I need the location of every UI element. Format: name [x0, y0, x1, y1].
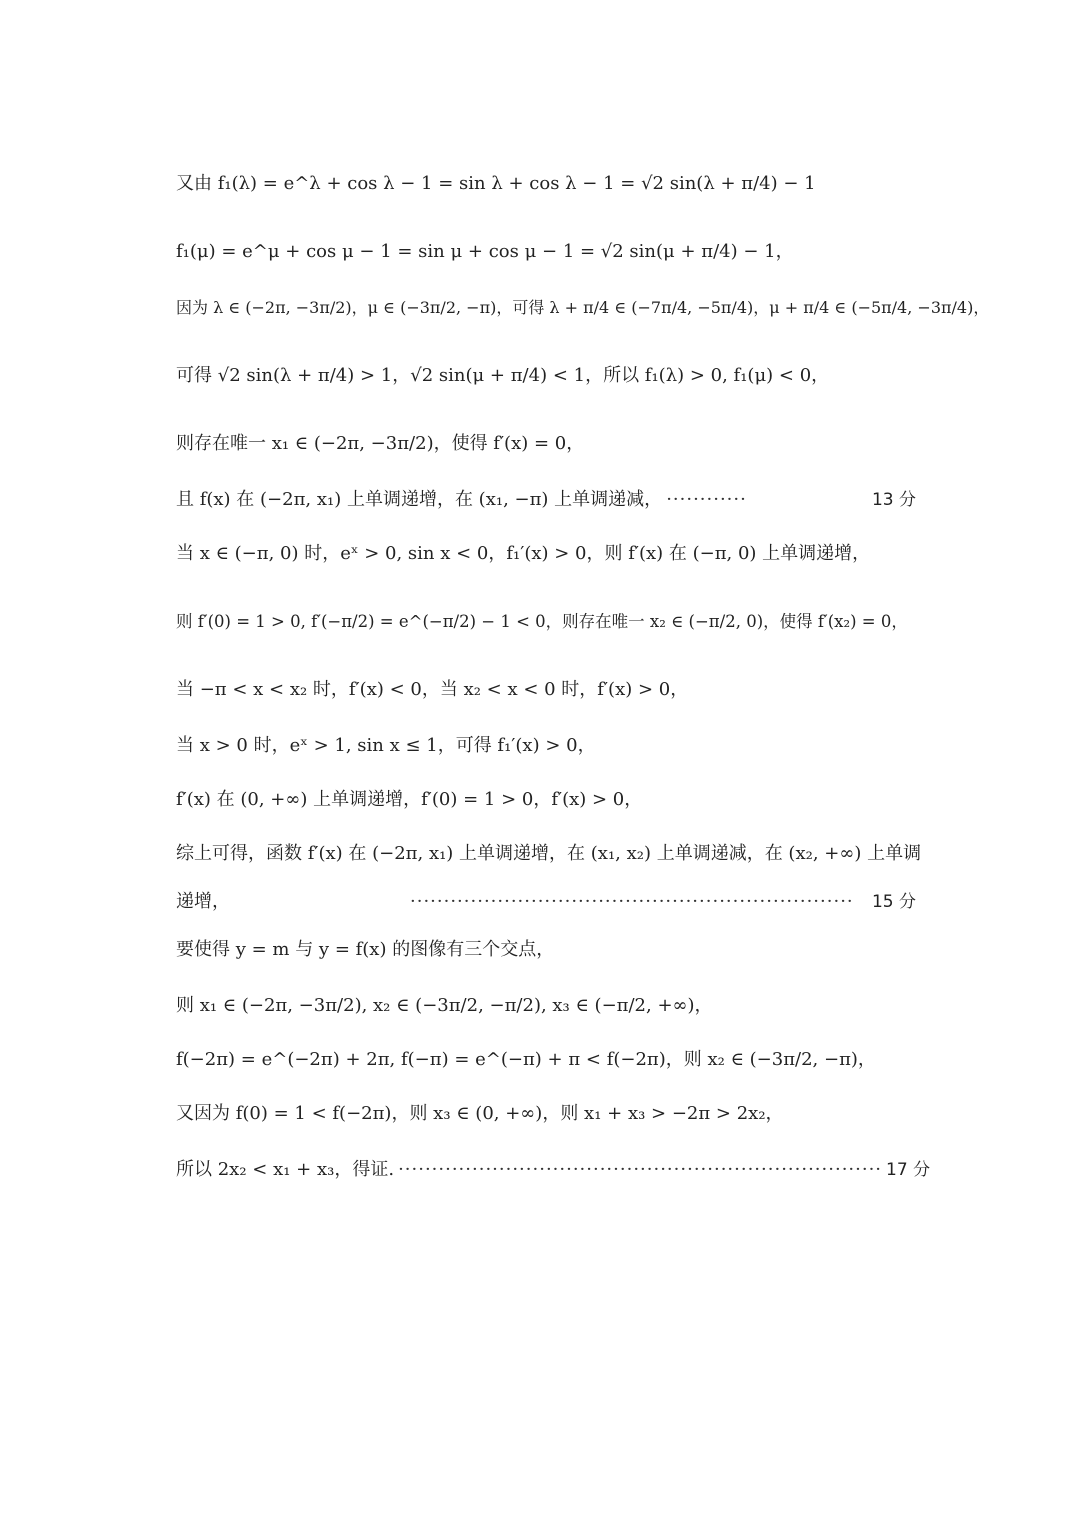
line-text: 递增， — [176, 891, 230, 912]
line-text: 又因为 f(0) = 1 < f(−2π)，则 x₃ ∈ (0, +∞)，则 x₁ + x₃ > −2π > 2x₂， — [176, 1103, 784, 1124]
leader-dots: ········································································ — [398, 1159, 883, 1180]
line-text: 则 f′(0) = 1 > 0, f′(−π/2) = e^(−π/2) − 1 < 0，则存在唯一 x₂ ∈ (−π/2, 0)，使得 f′(x₂) = 0， — [176, 612, 908, 631]
line-text: 当 x > 0 时，eˣ > 1, sin x ≤ 1，可得 f₁′(x) > 0， — [176, 735, 596, 756]
leader-dots: ············ — [666, 489, 747, 510]
line-16 — [176, 1048, 916, 1072]
line-7 — [176, 542, 916, 566]
line-4 — [176, 364, 916, 388]
line-text: 且 f(x) 在 (−2π, x₁) 上单调递增，在 (x₁, −π) 上单调递减， — [176, 489, 663, 510]
line-10 — [176, 734, 916, 758]
line-text: f′(x) 在 (0, +∞) 上单调递增，f′(0) = 1 > 0，f′(x) > 0， — [176, 789, 643, 810]
line-6 — [176, 488, 916, 512]
line-text: 所以 2x₂ < x₁ + x₃，得证. — [176, 1159, 395, 1180]
line-text: 当 −π < x < x₂ 时，f′(x) < 0，当 x₂ < x < 0 时，f′(x) > 0， — [176, 679, 689, 700]
line-12 — [176, 842, 922, 866]
line-17 — [176, 1102, 916, 1126]
line-text: 综上可得，函数 f′(x) 在 (−2π, x₁) 上单调递增，在 (x₁, x₂) 上单调递减，在 (x₂, +∞) 上单调 — [176, 843, 922, 864]
line-11 — [176, 788, 916, 812]
line-3 — [176, 296, 990, 320]
leader-dots: ·································································· — [410, 891, 854, 912]
score-mark: 15 分 — [871, 892, 916, 912]
line-2 — [176, 240, 916, 264]
score-mark: 17 分 — [886, 1160, 931, 1180]
line-14 — [176, 938, 916, 962]
line-text: f₁(μ) = e^μ + cos μ − 1 = sin μ + cos μ − 1 = √2 sin(μ + π/4) − 1， — [176, 241, 794, 262]
line-text: 因为 λ ∈ (−2π, −3π/2)，μ ∈ (−3π/2, −π)，可得 λ + π/4 ∈ (−7π/4, −5π/4)，μ + π/4 ∈ (−5π/4, −3π/4)， — [176, 298, 990, 317]
line-text: 又由 f₁(λ) = e^λ + cos λ − 1 = sin λ + cos λ − 1 = √2 sin(λ + π/4) − 1 — [176, 173, 816, 194]
line-text: 可得 √2 sin(λ + π/4) > 1，√2 sin(μ + π/4) < 1，所以 f₁(λ) > 0, f₁(μ) < 0， — [176, 365, 830, 386]
line-9 — [176, 678, 916, 702]
line-8 — [176, 610, 916, 634]
line-text: 则存在唯一 x₁ ∈ (−2π, −3π/2)，使得 f′(x) = 0， — [176, 433, 585, 454]
line-1 — [176, 172, 916, 196]
score-mark: 13 分 — [871, 490, 916, 510]
line-13 — [176, 890, 916, 914]
line-text: 要使得 y = m 与 y = f(x) 的图像有三个交点， — [176, 939, 555, 960]
line-text: 当 x ∈ (−π, 0) 时，eˣ > 0, sin x < 0，f₁′(x) > 0，则 f′(x) 在 (−π, 0) 上单调递增， — [176, 543, 871, 564]
line-text: 则 x₁ ∈ (−2π, −3π/2), x₂ ∈ (−3π/2, −π/2), x₃ ∈ (−π/2, +∞)， — [176, 995, 713, 1016]
line-text: f(−2π) = e^(−2π) + 2π, f(−π) = e^(−π) + π < f(−2π)，则 x₂ ∈ (−3π/2, −π)， — [176, 1049, 876, 1070]
line-5 — [176, 432, 916, 456]
line-18 — [176, 1158, 931, 1182]
line-15 — [176, 994, 916, 1018]
